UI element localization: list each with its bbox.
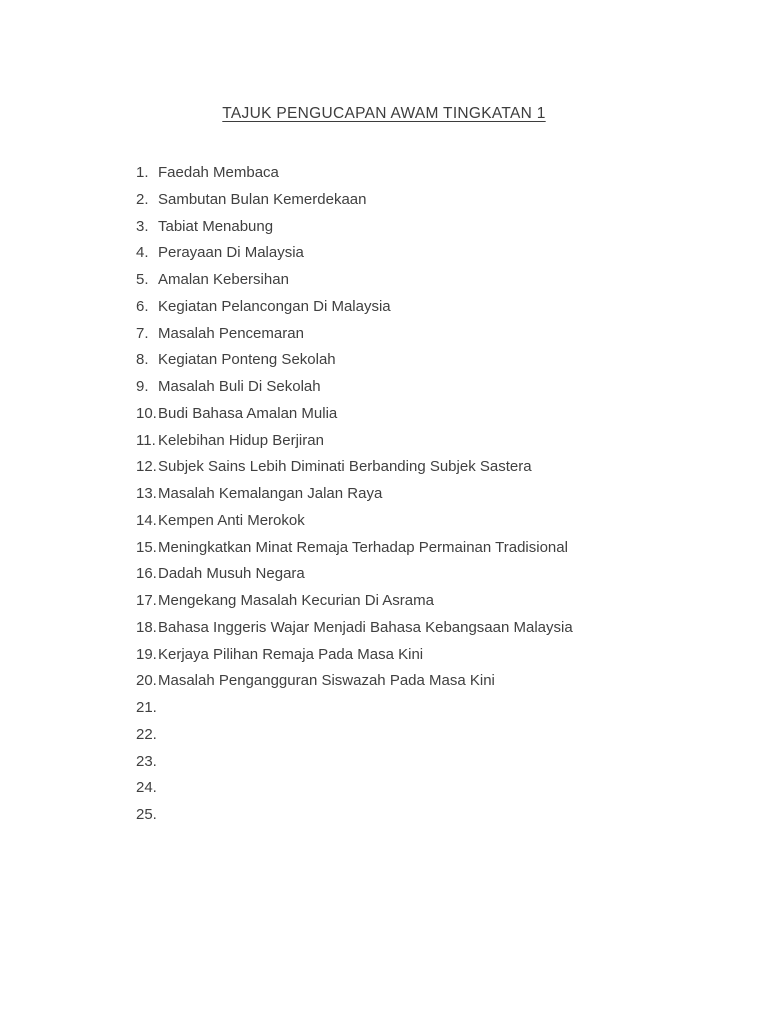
list-item-number: 15. [136, 538, 157, 556]
list-item [136, 695, 728, 722]
list-item-number: 6. [136, 297, 149, 315]
list-item-text: Masalah Buli Di Sekolah [158, 378, 321, 395]
list-item [136, 321, 728, 348]
list-item-number: 9. [136, 378, 149, 395]
list-item-number: 25. [136, 806, 157, 823]
list-item-number: 24. [136, 779, 157, 797]
list-item-text: Meningkatkan Minat Remaja Terhadap Permainan Tradisional [158, 538, 568, 556]
list-item-number: 16. [136, 565, 157, 583]
list-item [136, 187, 728, 214]
list-item-number: 11. [136, 431, 156, 449]
list-item [136, 214, 728, 241]
list-item-number: 19. [136, 645, 157, 663]
list-item-number: 7. [136, 324, 149, 342]
list-item [136, 668, 728, 695]
list-item-number: 21. [136, 699, 157, 716]
list-item-number: 13. [136, 485, 157, 502]
list-item-text: Kegiatan Pelancongan Di Malaysia [158, 297, 391, 315]
list-item-text: Sambutan Bulan Kemerdekaan [158, 190, 367, 208]
list-item-number: 3. [136, 217, 149, 235]
list-item [136, 775, 728, 802]
list-item-text: Amalan Kebersihan [158, 271, 289, 288]
list-item-text: Budi Bahasa Amalan Mulia [158, 404, 338, 422]
list-item-text: Kelebihan Hidup Berjiran [158, 431, 324, 449]
list-item-text: Masalah Pengangguran Siswazah Pada Masa Kini [158, 672, 495, 690]
list-item-text: Perayaan Di Malaysia [158, 244, 304, 262]
list-item-number: 8. [136, 351, 149, 369]
list-item [136, 508, 728, 535]
list-item [136, 267, 728, 294]
list-item [136, 588, 728, 615]
list-item-number: 12. [136, 458, 157, 476]
list-item-text: Subjek Sains Lebih Diminati Berbanding Subjek Sastera [158, 458, 532, 476]
list-item-text: Kerjaya Pilihan Remaja Pada Masa Kini [158, 645, 424, 663]
list-item-number: 18. [136, 618, 157, 636]
list-item-text: Masalah Pencemaran [158, 324, 304, 342]
list-item-number: 14. [136, 511, 157, 529]
list-item [136, 240, 728, 267]
list-item-text: Kegiatan Ponteng Sekolah [158, 351, 336, 369]
list-item-text: Kempen Anti Merokok [158, 511, 305, 529]
list-item-text: Mengekang Masalah Kecurian Di Asrama [158, 592, 434, 609]
list-item [136, 347, 728, 374]
list-item-text: Masalah Kemalangan Jalan Raya [158, 485, 383, 502]
list-item-number: 22. [136, 725, 157, 743]
list-item [136, 802, 728, 829]
list-item [136, 401, 728, 428]
list-item-number: 17. [136, 592, 157, 609]
list-item-text: Dadah Musuh Negara [158, 565, 305, 583]
list-item-number: 10. [136, 404, 157, 422]
list-item [136, 454, 728, 481]
list-item [136, 561, 728, 588]
list-item-number: 4. [136, 244, 149, 262]
list-item [136, 160, 728, 187]
list-item-number: 5. [136, 271, 149, 288]
list-item [136, 615, 728, 642]
list-item-text: Bahasa Inggeris Wajar Menjadi Bahasa Kebangsaan Malaysia [158, 618, 573, 636]
list-item-number: 20. [136, 672, 157, 690]
list-item-text: Faedah Membaca [158, 164, 279, 181]
list-item [136, 374, 728, 401]
topic-list [136, 160, 728, 829]
list-item [136, 294, 728, 321]
list-item-number: 1. [136, 164, 149, 181]
list-item [136, 749, 728, 776]
list-item-number: 23. [136, 752, 157, 770]
list-item [136, 535, 728, 562]
list-item [136, 481, 728, 508]
list-item [136, 642, 728, 669]
page-title: TAJUK PENGUCAPAN AWAM TINGKATAN 1 [222, 105, 546, 122]
list-item [136, 428, 728, 455]
list-item-number: 2. [136, 190, 149, 208]
list-item-text: Tabiat Menabung [158, 217, 274, 235]
list-item [136, 722, 728, 749]
